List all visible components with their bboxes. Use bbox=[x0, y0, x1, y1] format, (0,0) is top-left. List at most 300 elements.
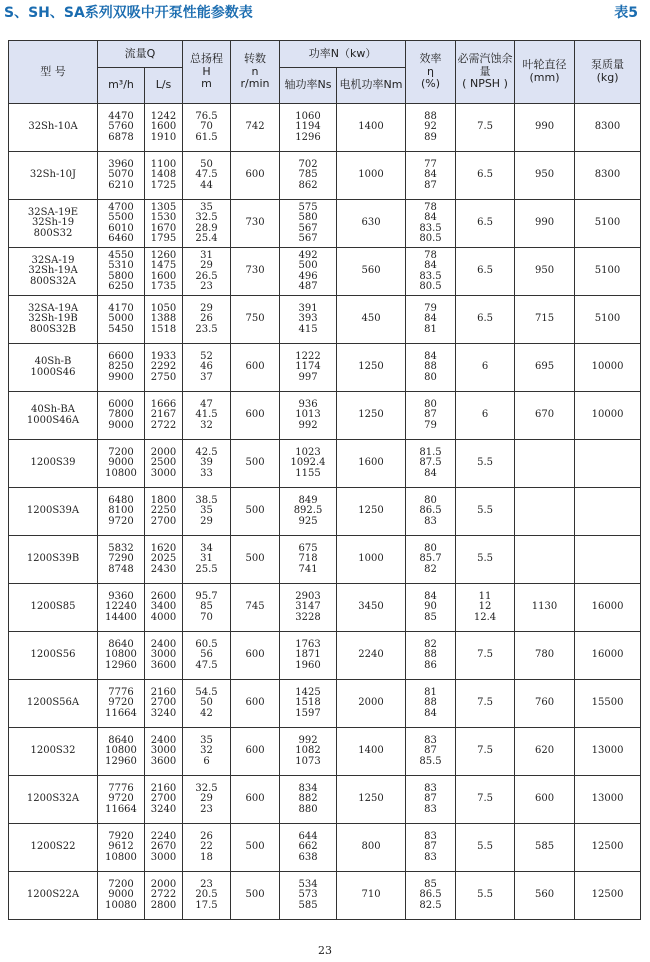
flow-m3h-cell-value: 5500 bbox=[108, 212, 134, 223]
table-row bbox=[9, 248, 641, 296]
flow-ls-cell bbox=[145, 680, 183, 728]
head-cell-value: 47 bbox=[200, 398, 213, 410]
head-cell-value: 31 bbox=[200, 553, 213, 565]
npsh-cell-value: 7.5 bbox=[477, 697, 493, 709]
mass-cell: 8300 bbox=[575, 104, 641, 152]
header-impeller-label: 叶轮直径 bbox=[522, 58, 567, 72]
table-row bbox=[9, 152, 641, 200]
head-cell-value: 23 bbox=[200, 878, 213, 890]
npsh-cell-value: 5.5 bbox=[477, 457, 493, 469]
mass-cell: 12500 bbox=[575, 872, 641, 920]
shaft-power-cell-value: 391 bbox=[298, 302, 318, 314]
speed-cell: 500 bbox=[231, 824, 280, 872]
shaft-power-cell-value: 892.5 bbox=[293, 505, 323, 517]
flow-m3h-cell bbox=[98, 392, 145, 440]
head-cell-value: 50 bbox=[200, 158, 213, 170]
flow-m3h-cell bbox=[98, 440, 145, 488]
mass-cell: 16000 bbox=[575, 584, 641, 632]
model-cell bbox=[9, 248, 98, 296]
npsh-cell-value: 7.5 bbox=[477, 121, 493, 133]
speed-cell: 600 bbox=[231, 728, 280, 776]
page-title: S、SH、SA系列双吸中开泵性能参数表 bbox=[4, 5, 253, 21]
model-cell bbox=[9, 488, 98, 536]
header-mass bbox=[575, 41, 641, 104]
flow-m3h-cell-value: 7800 bbox=[108, 409, 134, 421]
shaft-power-cell-value: 880 bbox=[298, 803, 318, 815]
flow-m3h-cell-value: 9720 bbox=[108, 515, 134, 527]
flow-ls-cell bbox=[145, 344, 183, 392]
model-cell bbox=[9, 872, 98, 920]
efficiency-cell-value: 86 bbox=[424, 659, 437, 671]
flow-m3h-cell-value: 6480 bbox=[108, 494, 134, 506]
npsh-cell-value: 7.5 bbox=[477, 745, 493, 757]
flow-ls-cell-value: 1910 bbox=[150, 131, 177, 143]
flow-m3h-cell bbox=[98, 584, 145, 632]
npsh-cell-value: 5.5 bbox=[477, 553, 493, 565]
flow-m3h-cell-value: 9000 bbox=[108, 889, 134, 901]
flow-ls-cell-value: 1518 bbox=[150, 323, 177, 335]
shaft-power-cell-value: 834 bbox=[298, 782, 318, 794]
impeller-cell: 695 bbox=[515, 344, 575, 392]
impeller-cell: 560 bbox=[515, 872, 575, 920]
head-cell-value: 70 bbox=[200, 611, 213, 623]
head-cell-value: 61.5 bbox=[195, 131, 218, 143]
head-cell bbox=[183, 104, 231, 152]
npsh-cell bbox=[456, 440, 515, 488]
speed-cell: 745 bbox=[231, 584, 280, 632]
model-cell bbox=[9, 536, 98, 584]
flow-ls-cell-value: 1242 bbox=[150, 110, 177, 122]
head-cell-value: 52 bbox=[200, 350, 213, 362]
table-row bbox=[9, 632, 641, 680]
head-cell bbox=[183, 728, 231, 776]
npsh-cell bbox=[456, 584, 515, 632]
efficiency-cell-value: 87 bbox=[424, 179, 437, 191]
head-cell bbox=[183, 488, 231, 536]
efficiency-cell-value: 80 bbox=[424, 494, 437, 506]
flow-m3h-cell-value: 5070 bbox=[108, 169, 134, 181]
model-cell-value: 1000S46A bbox=[26, 414, 80, 426]
flow-ls-cell-value: 3600 bbox=[150, 755, 177, 767]
flow-ls-cell bbox=[145, 440, 183, 488]
flow-ls-cell-value: 2167 bbox=[150, 409, 177, 421]
impeller-cell: 670 bbox=[515, 392, 575, 440]
efficiency-cell-value: 83 bbox=[424, 515, 437, 527]
motor-power-cell: 560 bbox=[337, 248, 406, 296]
table-number: 表5 bbox=[614, 5, 638, 21]
flow-m3h-cell-value: 10800 bbox=[105, 745, 137, 757]
shaft-power-cell-value: 1425 bbox=[295, 686, 321, 698]
header-motor-power: 电机功率Nm bbox=[337, 68, 406, 104]
header-efficiency bbox=[406, 41, 456, 104]
shaft-power-cell-value: 567 bbox=[298, 233, 318, 244]
speed-cell: 742 bbox=[231, 104, 280, 152]
flow-ls-cell bbox=[145, 152, 183, 200]
shaft-power-cell bbox=[280, 440, 337, 488]
flow-m3h-cell-value: 10800 bbox=[105, 467, 137, 479]
head-cell-value: 42.5 bbox=[195, 446, 218, 458]
table-row bbox=[9, 392, 641, 440]
speed-cell: 600 bbox=[231, 776, 280, 824]
shaft-power-cell-value: 1194 bbox=[295, 121, 321, 133]
impeller-cell bbox=[515, 488, 575, 536]
flow-m3h-cell-value: 12960 bbox=[105, 659, 137, 671]
shaft-power-cell-value: 718 bbox=[298, 553, 318, 565]
head-cell-value: 26 bbox=[200, 313, 213, 325]
flow-m3h-cell-value: 9612 bbox=[108, 841, 134, 853]
flow-ls-cell-value: 1735 bbox=[150, 281, 177, 292]
flow-ls-cell-value: 1666 bbox=[150, 398, 177, 410]
pump-performance-table bbox=[8, 40, 641, 920]
shaft-power-cell-value: 1082 bbox=[295, 745, 321, 757]
table-row bbox=[9, 872, 641, 920]
flow-m3h-cell-value: 7776 bbox=[108, 782, 134, 794]
efficiency-cell-value: 90 bbox=[424, 601, 437, 613]
flow-m3h-cell-value: 12960 bbox=[105, 755, 137, 767]
head-cell-value: 29 bbox=[200, 302, 213, 314]
flow-ls-cell-value: 2430 bbox=[150, 563, 177, 575]
table-row bbox=[9, 440, 641, 488]
table-row bbox=[9, 824, 641, 872]
shaft-power-cell-value: 1023 bbox=[295, 446, 321, 458]
npsh-cell bbox=[456, 248, 515, 296]
efficiency-cell-value: 80 bbox=[424, 371, 437, 383]
header-head-symbol: H bbox=[202, 64, 211, 78]
flow-ls-cell-value: 1050 bbox=[150, 302, 177, 314]
flow-m3h-cell-value: 6600 bbox=[108, 350, 134, 362]
shaft-power-cell-value: 1518 bbox=[295, 697, 321, 709]
shaft-power-cell bbox=[280, 248, 337, 296]
table-row bbox=[9, 104, 641, 152]
flow-ls-cell-value: 2800 bbox=[150, 899, 177, 911]
flow-m3h-cell bbox=[98, 296, 145, 344]
flow-m3h-cell-value: 7920 bbox=[108, 830, 134, 842]
flow-ls-cell-value: 2700 bbox=[150, 793, 177, 805]
flow-ls-cell-value: 1530 bbox=[150, 212, 177, 223]
flow-ls-cell-value: 2160 bbox=[150, 686, 177, 698]
flow-ls-cell-value: 1725 bbox=[150, 179, 177, 191]
flow-m3h-cell-value: 9720 bbox=[108, 697, 134, 709]
flow-m3h-cell-value: 8250 bbox=[108, 361, 134, 373]
efficiency-cell-value: 84 bbox=[424, 169, 437, 181]
model-cell-value: 800S32B bbox=[29, 323, 76, 335]
mass-cell bbox=[575, 536, 641, 584]
head-cell bbox=[183, 776, 231, 824]
npsh-cell-value: 12.4 bbox=[473, 611, 497, 623]
head-cell-value: 39 bbox=[200, 457, 213, 469]
head-cell-value: 29 bbox=[200, 515, 213, 527]
table-row bbox=[9, 728, 641, 776]
flow-ls-cell bbox=[145, 824, 183, 872]
head-cell-value: 32.5 bbox=[195, 782, 218, 794]
motor-power-cell: 1250 bbox=[337, 392, 406, 440]
model-cell-value: 32Sh-10J bbox=[29, 169, 77, 181]
flow-ls-cell-value: 3240 bbox=[150, 707, 177, 719]
efficiency-cell-value: 79 bbox=[424, 419, 437, 431]
flow-m3h-cell-value: 10800 bbox=[105, 851, 137, 863]
speed-cell: 600 bbox=[231, 680, 280, 728]
flow-ls-cell-value: 3000 bbox=[150, 745, 177, 757]
efficiency-cell-value: 83.5 bbox=[419, 270, 442, 282]
efficiency-cell-value: 88 bbox=[424, 649, 437, 661]
flow-m3h-cell-value: 14400 bbox=[105, 611, 137, 623]
flow-ls-cell bbox=[145, 536, 183, 584]
head-cell-value: 44 bbox=[200, 179, 213, 191]
model-cell bbox=[9, 296, 98, 344]
model-cell-value: 800S32 bbox=[33, 227, 73, 239]
flow-ls-cell-value: 3240 bbox=[150, 803, 177, 815]
flow-ls-cell-value: 2600 bbox=[150, 590, 177, 602]
model-cell bbox=[9, 728, 98, 776]
shaft-power-cell-value: 862 bbox=[298, 179, 318, 191]
flow-m3h-cell-value: 6878 bbox=[108, 131, 134, 143]
model-cell bbox=[9, 776, 98, 824]
head-cell-value: 35 bbox=[200, 505, 213, 517]
header-npsh-label: 必需汽蚀余量 bbox=[457, 52, 513, 78]
efficiency-cell-value: 92 bbox=[424, 121, 437, 133]
npsh-cell bbox=[456, 728, 515, 776]
flow-m3h-cell-value: 12240 bbox=[105, 601, 137, 613]
shaft-power-cell bbox=[280, 728, 337, 776]
flow-ls-cell-value: 1388 bbox=[150, 313, 177, 325]
npsh-cell bbox=[456, 488, 515, 536]
head-cell-value: 41.5 bbox=[195, 409, 218, 421]
table-row bbox=[9, 776, 641, 824]
header-impeller-unit: (mm) bbox=[529, 71, 560, 84]
mass-cell: 5100 bbox=[575, 200, 641, 248]
npsh-cell bbox=[456, 296, 515, 344]
head-cell-value: 76.5 bbox=[195, 110, 218, 122]
head-cell bbox=[183, 824, 231, 872]
head-cell bbox=[183, 344, 231, 392]
impeller-cell: 620 bbox=[515, 728, 575, 776]
model-cell bbox=[9, 584, 98, 632]
npsh-cell bbox=[456, 536, 515, 584]
head-cell-value: 26 bbox=[200, 830, 213, 842]
header-model: 型 号 bbox=[9, 41, 98, 104]
flow-ls-cell-value: 2292 bbox=[150, 361, 177, 373]
head-cell-value: 42 bbox=[200, 707, 213, 719]
efficiency-cell-value: 82 bbox=[424, 638, 437, 650]
efficiency-cell-value: 86.5 bbox=[419, 889, 442, 901]
head-cell-value: 31 bbox=[200, 249, 213, 261]
shaft-power-cell bbox=[280, 536, 337, 584]
flow-m3h-cell-value: 5800 bbox=[108, 270, 134, 282]
motor-power-cell: 1250 bbox=[337, 488, 406, 536]
flow-ls-cell-value: 2400 bbox=[150, 734, 177, 746]
flow-ls-cell bbox=[145, 296, 183, 344]
npsh-cell bbox=[456, 344, 515, 392]
efficiency-cell bbox=[406, 584, 456, 632]
npsh-cell bbox=[456, 104, 515, 152]
shaft-power-cell-value: 1871 bbox=[295, 649, 321, 661]
shaft-power-cell-value: 1597 bbox=[295, 707, 321, 719]
flow-m3h-cell-value: 5760 bbox=[108, 121, 134, 133]
flow-m3h-cell-value: 6210 bbox=[108, 179, 134, 191]
flow-ls-cell-value: 2722 bbox=[150, 889, 177, 901]
efficiency-cell-value: 85.7 bbox=[419, 553, 442, 565]
speed-cell: 500 bbox=[231, 872, 280, 920]
flow-m3h-cell bbox=[98, 872, 145, 920]
header-head-label: 总扬程 bbox=[190, 52, 224, 66]
head-cell bbox=[183, 392, 231, 440]
speed-cell: 730 bbox=[231, 248, 280, 296]
head-cell-value: 23.5 bbox=[195, 323, 218, 335]
mass-cell: 13000 bbox=[575, 728, 641, 776]
mass-cell: 5100 bbox=[575, 296, 641, 344]
impeller-cell: 950 bbox=[515, 248, 575, 296]
table-row bbox=[9, 584, 641, 632]
efficiency-cell-value: 84 bbox=[424, 212, 437, 223]
shaft-power-cell-value: 415 bbox=[298, 323, 318, 335]
flow-ls-cell-value: 2000 bbox=[150, 878, 177, 890]
efficiency-cell-value: 85 bbox=[424, 878, 437, 890]
impeller-cell: 1130 bbox=[515, 584, 575, 632]
flow-m3h-cell-value: 4550 bbox=[108, 249, 134, 261]
efficiency-cell bbox=[406, 152, 456, 200]
flow-m3h-cell-value: 9360 bbox=[108, 590, 134, 602]
flow-ls-cell-value: 3400 bbox=[150, 601, 177, 613]
npsh-cell-value: 6.5 bbox=[477, 265, 493, 277]
impeller-cell: 990 bbox=[515, 104, 575, 152]
efficiency-cell-value: 84 bbox=[424, 260, 437, 271]
header-efficiency-label: 效率 bbox=[419, 52, 442, 66]
head-cell-value: 85 bbox=[200, 601, 213, 613]
flow-ls-cell-value: 1600 bbox=[150, 121, 177, 133]
mass-cell bbox=[575, 488, 641, 536]
npsh-cell-value: 6 bbox=[481, 409, 489, 421]
npsh-cell bbox=[456, 152, 515, 200]
flow-ls-cell-value: 1600 bbox=[150, 270, 177, 282]
speed-cell: 750 bbox=[231, 296, 280, 344]
speed-cell: 500 bbox=[231, 488, 280, 536]
model-cell-value: 32SA-19 bbox=[31, 254, 75, 266]
table-row bbox=[9, 488, 641, 536]
head-cell-value: 38.5 bbox=[195, 494, 218, 506]
npsh-cell-value: 5.5 bbox=[477, 889, 493, 901]
efficiency-cell-value: 89 bbox=[424, 131, 437, 143]
impeller-cell: 780 bbox=[515, 632, 575, 680]
npsh-cell bbox=[456, 824, 515, 872]
mass-cell: 15500 bbox=[575, 680, 641, 728]
mass-cell bbox=[575, 440, 641, 488]
head-cell-value: 32.5 bbox=[195, 212, 218, 223]
motor-power-cell: 1400 bbox=[337, 728, 406, 776]
header-efficiency-unit: (%) bbox=[421, 77, 441, 91]
flow-ls-cell-value: 2240 bbox=[150, 830, 177, 842]
impeller-cell: 950 bbox=[515, 152, 575, 200]
flow-m3h-cell-value: 3960 bbox=[108, 158, 134, 170]
table-row bbox=[9, 296, 641, 344]
model-cell-value: 800S32A bbox=[30, 275, 76, 287]
efficiency-cell bbox=[406, 680, 456, 728]
shaft-power-cell-value: 534 bbox=[298, 878, 318, 890]
flow-m3h-cell-value: 10080 bbox=[105, 899, 137, 911]
speed-cell: 500 bbox=[231, 440, 280, 488]
mass-cell: 8300 bbox=[575, 152, 641, 200]
model-cell bbox=[9, 344, 98, 392]
shaft-power-cell-value: 644 bbox=[298, 830, 318, 842]
flow-m3h-cell bbox=[98, 104, 145, 152]
header-mass-unit: (kg) bbox=[596, 71, 619, 84]
impeller-cell bbox=[515, 440, 575, 488]
shaft-power-cell-value: 702 bbox=[298, 158, 318, 170]
efficiency-cell-value: 88 bbox=[424, 361, 437, 373]
flow-m3h-cell-value: 7776 bbox=[108, 686, 134, 698]
efficiency-cell-value: 85.5 bbox=[419, 755, 442, 767]
shaft-power-cell-value: 741 bbox=[298, 563, 318, 575]
motor-power-cell: 1250 bbox=[337, 344, 406, 392]
flow-ls-cell-value: 1800 bbox=[150, 494, 177, 506]
shaft-power-cell bbox=[280, 296, 337, 344]
efficiency-cell-value: 83 bbox=[424, 830, 437, 842]
flow-m3h-cell-value: 9720 bbox=[108, 793, 134, 805]
flow-ls-cell-value: 3000 bbox=[150, 467, 177, 479]
head-cell-value: 23 bbox=[200, 281, 213, 292]
model-cell-value: 32SA-19A bbox=[27, 302, 79, 314]
motor-power-cell: 2000 bbox=[337, 680, 406, 728]
efficiency-cell bbox=[406, 296, 456, 344]
shaft-power-cell bbox=[280, 152, 337, 200]
flow-m3h-cell-value: 5000 bbox=[108, 313, 134, 325]
shaft-power-cell-value: 2903 bbox=[295, 590, 321, 602]
motor-power-cell: 710 bbox=[337, 872, 406, 920]
efficiency-cell bbox=[406, 344, 456, 392]
flow-ls-cell-value: 1408 bbox=[150, 169, 177, 181]
head-cell-value: 50 bbox=[200, 697, 213, 709]
shaft-power-cell bbox=[280, 824, 337, 872]
flow-m3h-cell-value: 4170 bbox=[108, 302, 134, 314]
shaft-power-cell-value: 785 bbox=[298, 169, 318, 181]
shaft-power-cell bbox=[280, 104, 337, 152]
flow-m3h-cell bbox=[98, 680, 145, 728]
head-cell-value: 28.9 bbox=[195, 222, 218, 234]
flow-ls-cell-value: 1100 bbox=[150, 158, 177, 170]
flow-m3h-cell-value: 9000 bbox=[108, 457, 134, 469]
flow-ls-cell-value: 1933 bbox=[150, 350, 177, 362]
head-cell bbox=[183, 440, 231, 488]
shaft-power-cell-value: 575 bbox=[298, 201, 318, 213]
flow-m3h-cell bbox=[98, 248, 145, 296]
flow-ls-cell-value: 2500 bbox=[150, 457, 177, 469]
head-cell-value: 47.5 bbox=[195, 659, 218, 671]
head-cell-value: 46 bbox=[200, 361, 213, 373]
motor-power-cell: 1000 bbox=[337, 536, 406, 584]
efficiency-cell-value: 81 bbox=[424, 323, 437, 335]
head-cell bbox=[183, 680, 231, 728]
flow-ls-cell-value: 1620 bbox=[150, 542, 177, 554]
head-cell bbox=[183, 872, 231, 920]
flow-m3h-cell-value: 4700 bbox=[108, 201, 134, 213]
npsh-cell-value: 7.5 bbox=[477, 793, 493, 805]
head-cell-value: 60.5 bbox=[195, 638, 218, 650]
table-row bbox=[9, 680, 641, 728]
shaft-power-cell-value: 1174 bbox=[295, 361, 321, 373]
shaft-power-cell-value: 662 bbox=[298, 841, 318, 853]
head-cell-value: 26.5 bbox=[195, 270, 218, 282]
flow-ls-cell-value: 2700 bbox=[150, 515, 177, 527]
shaft-power-cell-value: 3228 bbox=[295, 611, 321, 623]
model-cell-value: 1200S22A bbox=[26, 889, 80, 901]
header-power: 功率N（kw） bbox=[280, 41, 406, 68]
model-cell-value: 1200S85 bbox=[30, 601, 76, 613]
head-cell-value: 29 bbox=[200, 260, 213, 271]
flow-m3h-cell-value: 5450 bbox=[108, 323, 134, 335]
mass-cell: 10000 bbox=[575, 392, 641, 440]
flow-ls-cell bbox=[145, 248, 183, 296]
head-cell-value: 25.4 bbox=[195, 233, 218, 244]
flow-ls-cell-value: 2700 bbox=[150, 697, 177, 709]
